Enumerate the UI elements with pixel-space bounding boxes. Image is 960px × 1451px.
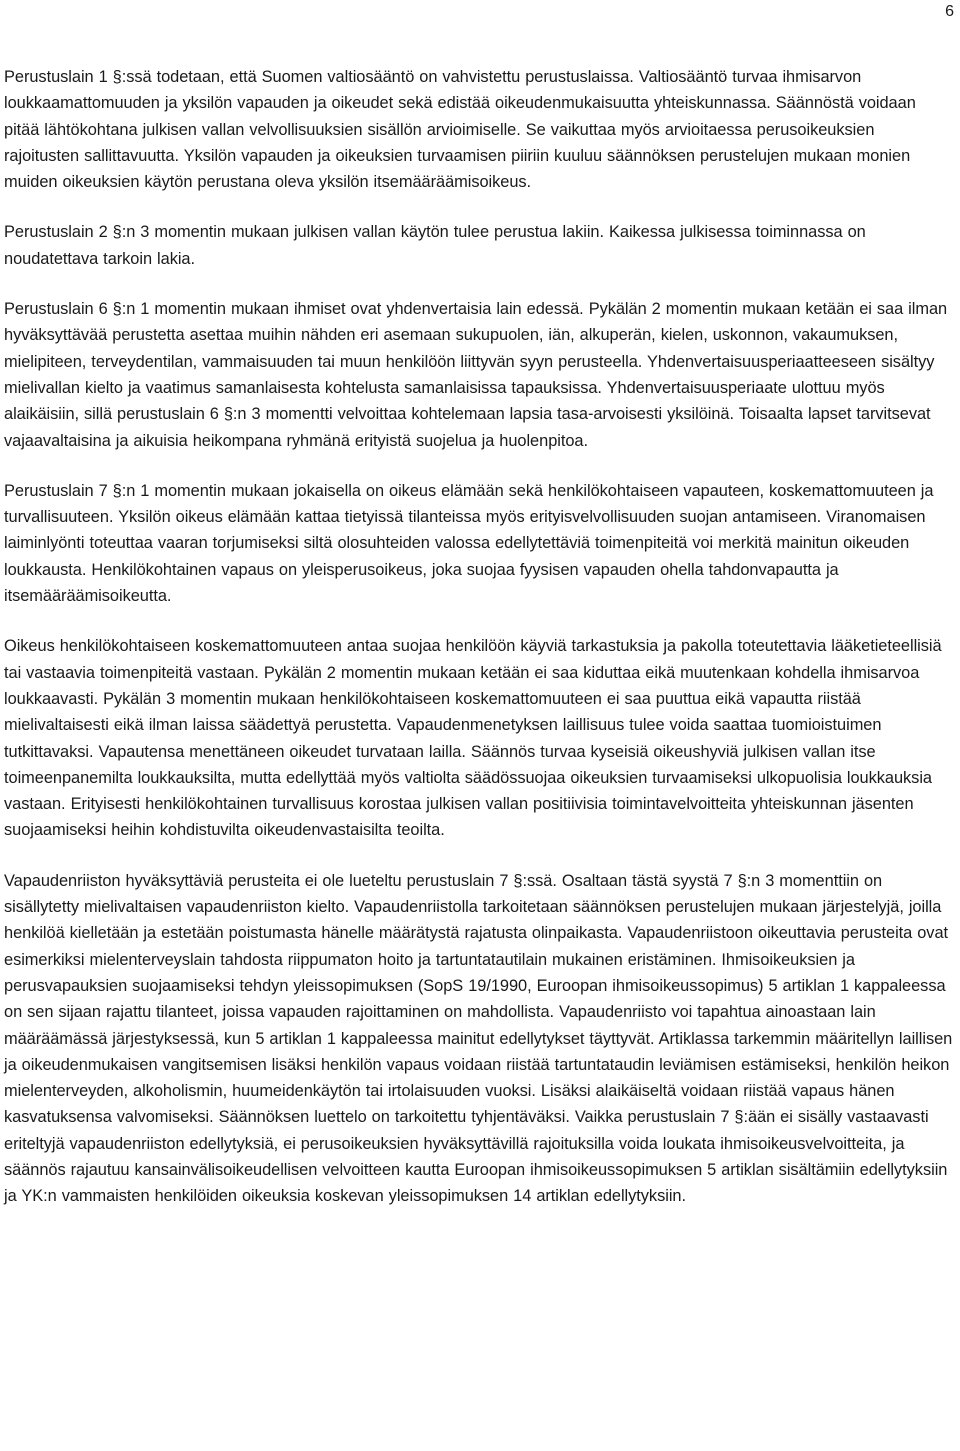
paragraph-perustuslain-7: Perustuslain 7 §:n 1 momentin mukaan jokaisella on oikeus elämään sekä henkilökohtaiseen vapauteen, koskemattomuuteen ja turvallisuuteen. Yksilön oikeus elämään kattaa tietyissä tilanteissa myös erityisvelvollisuuden suojan antamiseen. Viranomaisen laiminlyönti toteuttaa vaaran torjumiseksi siltä olosuhteiden valossa edellytettäviä toimenpiteitä voi merkitä mainitun oikeuden loukkausta. Henkilökohtainen vapaus on yleisperusoikeus, joka suojaa fyysisen vapauden ohella tahdonvapautta ja itsemääräämisoikeutta.: [4, 481, 934, 606]
page-number: 6: [945, 3, 954, 20]
paragraph-perustuslain-2: Perustuslain 2 §:n 3 momentin mukaan julkisen vallan käytön tulee perustua lakiin. Kaikessa julkisessa toiminnassa on noudatettava tarkoin lakia.: [4, 223, 866, 268]
paragraph-perustuslain-1: Perustuslain 1 §:ssä todetaan, että Suomen valtiosääntö on vahvistettu perustuslaissa. Valtiosääntö turvaa ihmisarvon loukkaamattomuuden ja yksilön vapauden ja oikeudet sekä edistää oikeudenmukaisuutta yhteiskunnassa. Säännöstä voidaan pitää lähtökohtana julkisen vallan velvollisuuksien sisällön arvioimiselle. Se vaikuttaa myös arvioitaessa perusoikeuksien rajoitusten sallittavuutta. Yksilön vapauden ja oikeuksien turvaamisen piiriin kuuluu säännöksen perustelujen mukaan monien muiden oikeuksien käytön perustana oleva yksilön itsemääräämisoikeus.: [4, 68, 916, 192]
paragraph-vapaudenriisto: Vapaudenriiston hyväksyttäviä perusteita ei ole lueteltu perustuslain 7 §:ssä. Osaltaan tästä syystä 7 §:n 3 momenttiin on sisällytetty mielivaltaisen vapaudenriiston kielto. Vapaudenriistolla tarkoitetaan säännöksen perustelujen mukaan järjestelyjä, joilla henkilöä kielletään ja estetään poistumasta hänelle määrätystä rajatusta olinpaikasta. Vapaudenriistoon oikeuttavia perusteita ovat esimerkiksi mielenterveyslain tahdosta riippumaton hoito ja tartuntatautilain mukainen eristäminen. Ihmisoikeuksien ja perusvapauksien suojaamiseksi tehdyn yleissopimuksen (SopS 19/1990, Euroopan ihmisoikeussopimus) 5 artiklan 1 kappaleessa on sen sijaan rajattu tilanteet, joissa vapauden rajoittaminen on mahdollista. Vapaudenriisto voi tapahtua ainoastaan lain määräämässä järjestyksessä, kun 5 artiklan 1 kappaleessa mainitut edellytykset täyttyvät. Artiklassa tarkemmin määritellyn laillisen ja oikeudenmukaisen vangitsemisen lisäksi henkilön vapaus voidaan riistää tartuntataudin leviämisen estämiseksi, henkilön heikon mielenterveyden, alkoholismin, huumeidenkäytön tai irtolaisuuden vuoksi. Lisäksi alaikäiseltä voidaan riistää vapaus hänen kasvatuksensa valvomiseksi. Säännöksen luettelo on tarkoitettu tyhjentäväksi. Vaikka perustuslain 7 §:ään ei sisälly vastaavasti eriteltyjä vapaudenriiston edellytyksiä, ei perusoikeuksien hyväksyttävillä rajoituksilla voida loukata ihmisoikeusvelvoitteita, ja säännös rajautuu kansainvälisoikeudellisen velvoitteen kautta Euroopan ihmisoikeussopimuksen 5 artiklan sisältämiin edellytyksiin ja YK:n vammaisten henkilöiden oikeuksia koskevan yleissopimuksen 14 artiklan edellytyksiin.: [4, 871, 953, 1206]
paragraph-perustuslain-6: Perustuslain 6 §:n 1 momentin mukaan ihmiset ovat yhdenvertaisia lain edessä. Pykälän 2 momentin mukaan ketään ei saa ilman hyväksyttävää perustetta asettaa muihin nähden eri asemaan sukupuolen, iän, alkuperän, kielen, uskonnon, vakaumuksen, mielipiteen, terveydentilan, vammaisuuden tai muun henkilöön liittyvän syyn perusteella. Yhdenvertaisuusperiaatteeseen sisältyy mielivallan kielto ja vaatimus samanlaisesta kohtelusta samanlaisissa tapauksissa. Yhdenvertaisuusperiaate ulottuu myös alaikäisiin, sillä perustuslain 6 §:n 3 momentti velvoittaa kohtelemaan lapsia tasa-arvoisesti yksilöinä. Toisaalta lapset tarvitsevat vajaavaltaisina ja aikuisia heikompana ryhmänä erityistä suojelua ja huolenpitoa.: [4, 300, 948, 450]
document-body: [4, 64, 954, 1210]
paragraph-koskemattomuus: Oikeus henkilökohtaiseen koskemattomuuteen antaa suojaa henkilöön käyviä tarkastuksia ja pakolla toteutettavia lääketieteellisiä tai vastaavia toimenpiteitä vastaan. Pykälän 2 momentin mukaan ketään ei saa kiduttaa eikä muutenkaan kohdella ihmisarvoa loukkaavasti. Pykälän 3 momentin mukaan henkilökohtaiseen koskemattomuuteen ei saa puuttua eikä vapautta riistää mielivaltaisesti eikä ilman laissa säädettyä perustetta. Vapaudenmenetyksen laillisuus tulee voida saattaa tuomioistuimen tutkittavaksi. Vapautensa menettäneen oikeudet turvataan lailla. Säännös turvaa kyseisiä oikeushyviä julkisen vallan itse toimeenpanemilta loukkauksilta, mutta edellyttää myös valtiolta säädössuojaa oikeuksien turvaamiseksi ulkopuolisia loukkauksia vastaan. Erityisesti henkilökohtainen turvallisuus korostaa julkisen vallan positiivisia toimintavelvoitteita yhteiskunnan jäsenten suojaamiseksi heihin kohdistuvilta oikeudenvastaisilta teoilta.: [4, 637, 942, 840]
